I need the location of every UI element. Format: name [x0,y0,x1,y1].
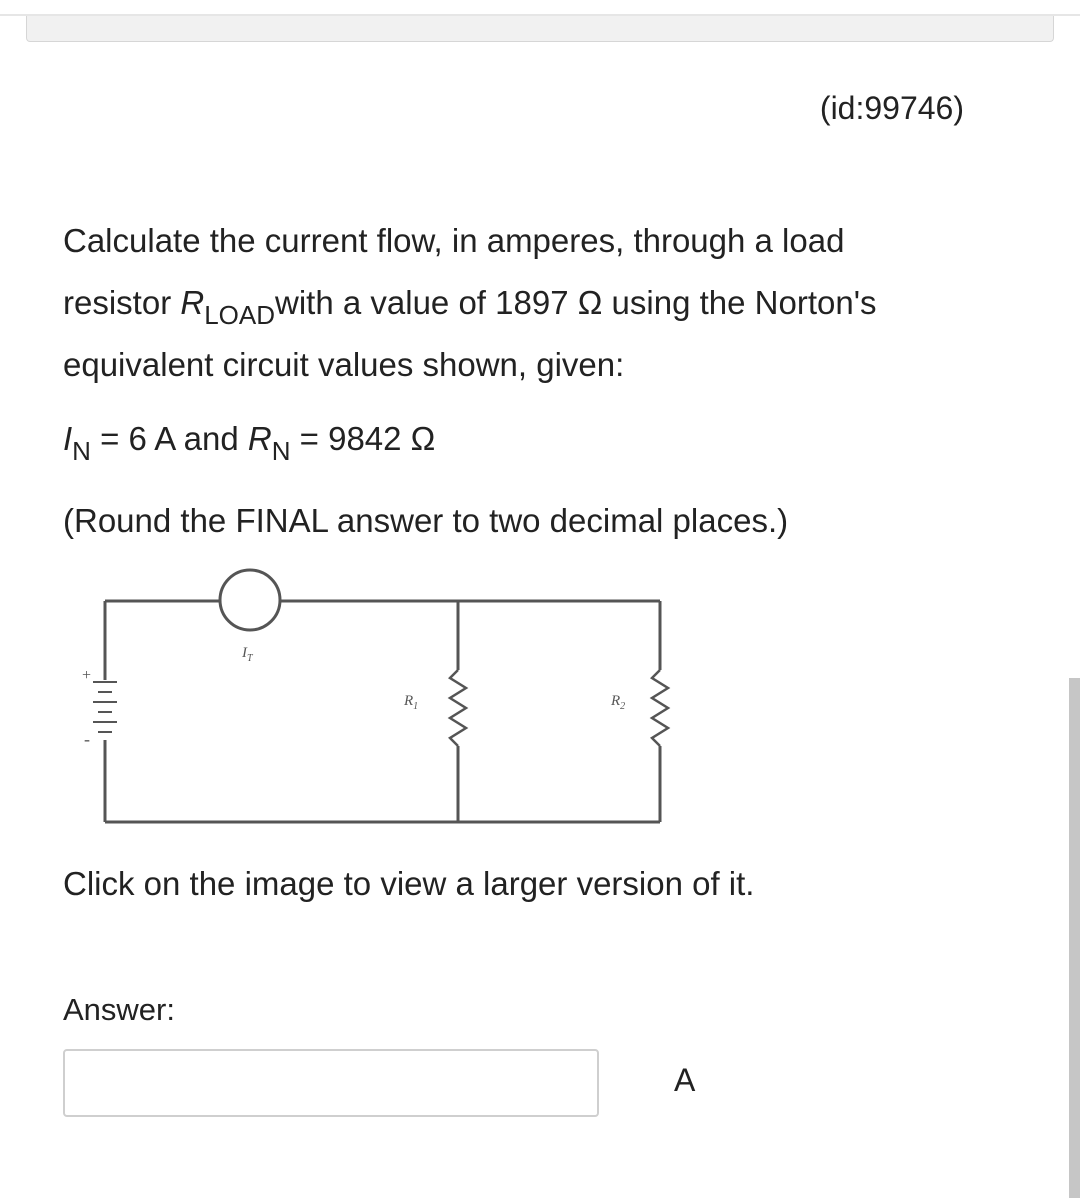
rload-symbol: R [180,284,205,321]
resistor-r2-zigzag [652,670,668,746]
click-image-note: Click on the image to view a larger version of it. [63,865,755,902]
r1-label: $R_1$ [404,693,419,712]
battery-plus-label: + [82,667,92,684]
rn-value: = 9842 Ω [290,420,436,457]
rn-symbol: R [247,420,272,457]
question-line-2-suffix: with a value of 1897 Ω using the Norton's [275,284,877,321]
answer-input[interactable] [63,1049,599,1117]
rload-subscript: LOAD [204,300,276,330]
answer-unit: A [674,1062,696,1098]
answer-label: Answer: [63,992,175,1027]
r2-label: $R_2$ [611,693,626,712]
current-source-circle [220,570,280,630]
question-id: (id:99746) [819,90,964,126]
in-value: = 6 A and [90,420,248,457]
top-toolbar [26,16,1054,42]
resistor-r1-zigzag [450,670,466,746]
in-symbol: I [63,420,73,457]
question-line-3: equivalent circuit values shown, given: [63,346,625,383]
question-line-2 [63,272,963,334]
scrollbar[interactable] [1069,678,1080,1198]
question-text [63,210,963,396]
question-line-1: Calculate the current flow, in amperes, through a load [63,222,845,259]
resistor-word: resistor [63,284,181,321]
rounding-note: (Round the FINAL answer to two decimal places.) [63,502,789,539]
circuit-diagram-image[interactable] [60,560,680,840]
in-subscript: N [72,436,91,466]
given-values [63,415,436,466]
source-label: $I_T$ [242,645,253,664]
rn-subscript: N [271,436,291,466]
battery-minus-label: - [84,729,90,749]
